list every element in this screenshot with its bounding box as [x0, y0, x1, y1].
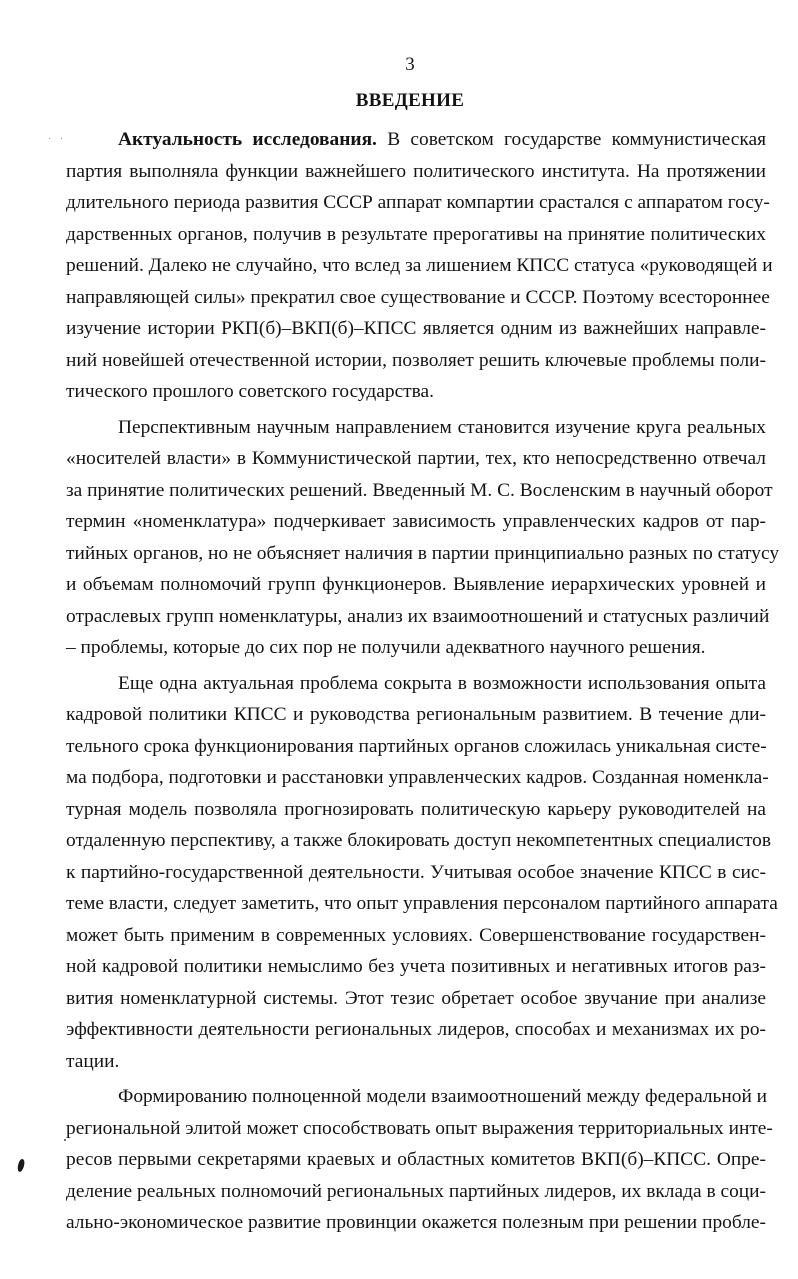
- text-line: [66, 124, 766, 156]
- text-line: ресов первыми секретарями краевых и областных комитетов ВКП(б)–КПСС. Опре-: [66, 1149, 766, 1170]
- text-line: тийных органов, но не объясняет наличия в партии принципиально разных по статусу: [66, 542, 780, 564]
- text-line: – проблемы, которые до сих пор не получили адекватного научного решения.: [66, 637, 706, 658]
- text-line: тации.: [66, 1050, 120, 1072]
- text-line: длительного периода развития СССР аппарат компартии срастался с аппаратом госу-: [66, 192, 770, 213]
- text-line: решений. Далеко не случайно, что вслед за лишением КПСС статуса «руководящей и: [66, 255, 773, 276]
- text-line: ной кадровой политики немыслимо без учета позитивных и негативных итогов раз-: [66, 956, 766, 977]
- scan-artifact-mark: [16, 1158, 26, 1172]
- text-line: вития номенклатурной системы. Этот тезис обретает особое звучание при анализе: [66, 987, 766, 1009]
- text-line: теме власти, следует заметить, что опыт управления персоналом партийного аппарата: [66, 893, 778, 914]
- text-line: термин «номенклатура» подчеркивает зависимость управленческих кадров от пар-: [66, 511, 766, 532]
- paragraph-perspective: [66, 412, 780, 664]
- page-number: 3: [405, 54, 415, 75]
- paragraph-elite-model: [66, 1081, 773, 1239]
- text-line: отраслевых групп номенклатуры, анализ их взаимоотношений и статусных различий: [66, 605, 770, 627]
- text-line: ма подбора, подготовки и расстановки управленческих кадров. Созданная номенкла-: [66, 767, 769, 788]
- page-title: ВВЕДЕНИЕ: [355, 90, 465, 111]
- paragraph-relevance: [66, 124, 773, 408]
- text-line: к партийно-государственной деятельности. Учитывая особое значение КПСС в сис-: [66, 861, 766, 883]
- text-line: отдаленную перспективу, а также блокировать доступ некомпетентных специалистов: [66, 830, 772, 851]
- text-line: «носителей власти» в Коммунистической партии, тех, кто непосредственно отвечал: [66, 448, 766, 469]
- text-line: направляющей силы» прекратил свое существование и СССР. Поэтому всестороннее: [66, 286, 770, 308]
- text-line-fragment: В советском государстве коммунистическая: [376, 129, 766, 150]
- text-line: партия выполняла функции важнейшего политического института. На протяжении: [66, 160, 766, 182]
- text-line: Перспективным научным направлением становится изучение круга реальных: [118, 416, 766, 438]
- text-line: ально-экономическое развитие провинции окажется полезным при решении пробле-: [66, 1212, 766, 1233]
- text-line: кадровой политики КПСС и руководства региональным развитием. В течение дли-: [66, 704, 766, 725]
- text-line: Еще одна актуальная проблема сокрыта в возможности использования опыта: [118, 672, 766, 694]
- body-text: [66, 124, 780, 1239]
- text-line: за принятие политических решений. Введенный М. С. Восленским в научный оборот: [66, 479, 773, 501]
- text-line: турная модель позволяла прогнозировать политическую карьеру руководителей на: [66, 798, 766, 820]
- paragraph-lead: Актуальность исследования.: [118, 129, 377, 150]
- text-line: ний новейшей отечественной истории, позволяет решить ключевые проблемы поли-: [66, 349, 766, 371]
- text-line: дарственных органов, получив в результате прерогативы на принятие политических: [66, 223, 766, 245]
- scan-artifact-dots: · ·: [48, 134, 67, 145]
- text-line: изучение истории РКП(б)–ВКП(б)–КПСС является одним из важнейших направле-: [66, 318, 766, 339]
- text-line: тического прошлого советского государства.: [66, 381, 435, 402]
- text-line: и объемам полномочий групп функционеров. Выявление иерархических уровней и: [66, 574, 766, 595]
- scan-artifact-dot: [64, 1139, 66, 1141]
- text-line: тельного срока функционирования партийных органов сложилась уникальная систе-: [66, 735, 767, 757]
- text-line: может быть применим в современных условиях. Совершенствование государствен-: [66, 924, 766, 946]
- paragraph-cadre-policy: [66, 668, 778, 1078]
- text-line: эффективности деятельности региональных лидеров, способах и механизмах их ро-: [66, 1019, 766, 1040]
- text-line: Формированию полноценной модели взаимоотношений между федеральной и: [118, 1086, 768, 1107]
- text-line: деление реальных полномочий региональных партийных лидеров, их вклада в соци-: [66, 1180, 766, 1202]
- text-line: региональной элитой может способствовать опыт выражения территориальных инте-: [66, 1117, 773, 1139]
